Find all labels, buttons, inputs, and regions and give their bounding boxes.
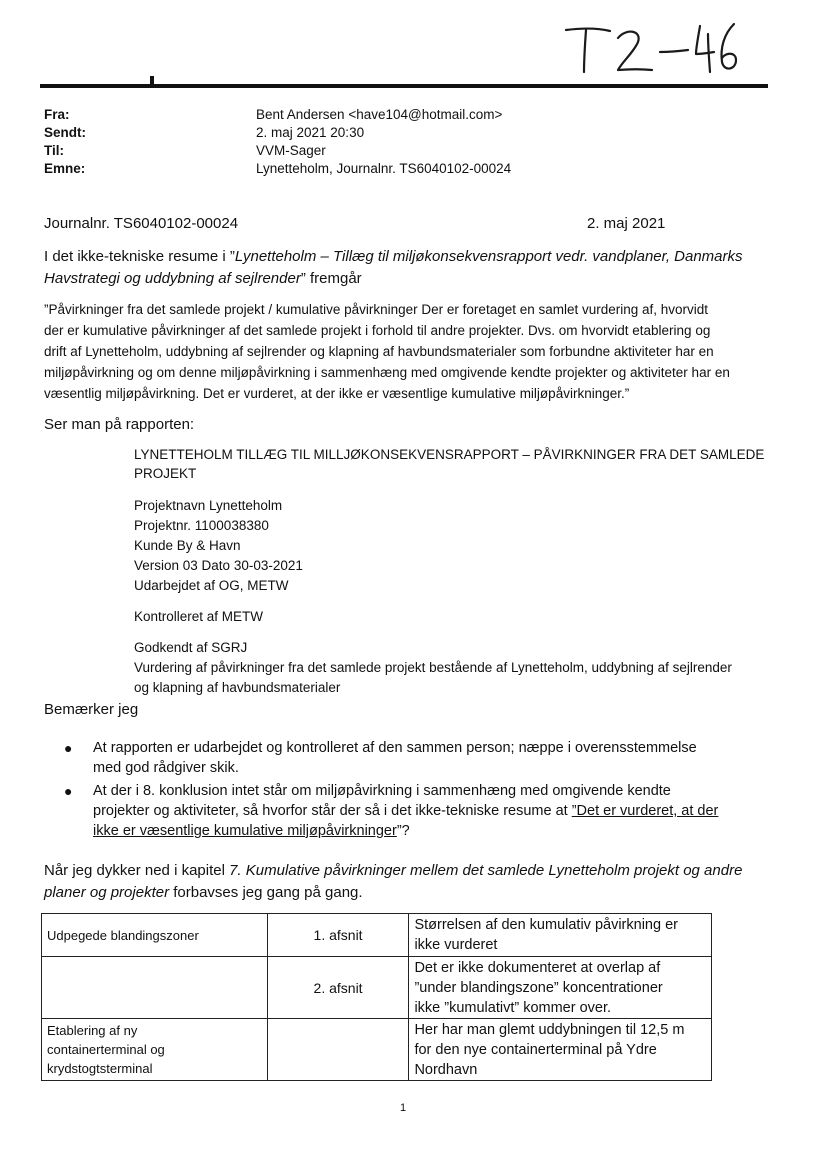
handwritten-annotation bbox=[548, 14, 738, 76]
quote-line: ”Påvirkninger fra det samlede projekt / kumulative påvirkninger Der er foretaget en samlet vurdering af, hvorvidt bbox=[44, 302, 709, 317]
intro-title-cont: Havstrategi og uddybning af sejlrender bbox=[44, 270, 301, 287]
table-row bbox=[42, 957, 712, 1019]
cell-line: ikke vurderet bbox=[414, 937, 498, 953]
header-rule bbox=[40, 84, 768, 88]
cell-line: Etablering af ny bbox=[47, 1023, 138, 1038]
quote-line: væsentlig miljøpåvirkning. Det er vurderet, at der ikke er væsentlige kumulative miljøpåvirkninger.” bbox=[44, 386, 630, 401]
quote-line: der er kumulative påvirkninger af det samlede projekt i forhold til andre projekter. Dvs. om hvorvidt etablering og bbox=[44, 323, 711, 338]
version: Version 03 Dato 30-03-2021 bbox=[134, 558, 303, 573]
sent-label: Sendt: bbox=[44, 125, 86, 140]
table-cell bbox=[42, 957, 268, 1019]
subject-value: Lynetteholm, Journalnr. TS6040102-00024 bbox=[256, 161, 512, 176]
project-name: Projektnavn Lynetteholm bbox=[134, 498, 283, 513]
chapter-line-2 bbox=[44, 884, 363, 901]
report-intro: Ser man på rapporten: bbox=[44, 416, 195, 433]
intro-title: Lynetteholm – Tillæg til miljøkonsekvensrapport vedr. vandplaner, Danmarks bbox=[234, 248, 743, 265]
findings-table bbox=[41, 913, 712, 1081]
remarks-title: Bemærker jeg bbox=[44, 701, 139, 718]
bullet-line bbox=[93, 822, 410, 842]
cell-line: Nordhavn bbox=[414, 1062, 478, 1078]
report-title-cont: PROJEKT bbox=[134, 466, 197, 481]
chapter-title-cont: planer og projekter bbox=[44, 884, 170, 901]
to-value: VVM-Sager bbox=[256, 143, 326, 158]
subject-label: Emne: bbox=[44, 161, 86, 176]
table-cell bbox=[42, 1019, 268, 1081]
table-cell bbox=[409, 1019, 712, 1081]
controlled-by: Kontrolleret af METW bbox=[134, 609, 264, 624]
prepared-by: Udarbejdet af OG, METW bbox=[134, 578, 289, 593]
bullet-line: med god rådgiver skik. bbox=[93, 760, 239, 776]
cell-line: ”under blandingszone” koncentrationer bbox=[414, 980, 663, 996]
table-cell bbox=[409, 914, 712, 957]
chapter-text-end: forbavses jeg gang på gang. bbox=[169, 884, 363, 901]
page-number: 1 bbox=[400, 1102, 407, 1114]
bullet-line bbox=[93, 802, 718, 822]
project-number: Projektnr. 1100038380 bbox=[134, 518, 269, 533]
client: Kunde By & Havn bbox=[134, 538, 241, 553]
cell-line: ikke ”kumulativt” kommer over. bbox=[414, 1000, 612, 1016]
quote-line: miljøpåvirkning og om denne miljøpåvirkning i sammenhæng med omgivende kendte projekter og aktiviteter har en bbox=[44, 365, 730, 380]
intro-text-end: ” fremgår bbox=[300, 270, 362, 287]
table-cell: 2. afsnit bbox=[267, 957, 409, 1019]
table-row bbox=[42, 914, 712, 957]
table-cell: Udpegede blandingszoner bbox=[42, 914, 268, 957]
letter-date: 2. maj 2021 bbox=[587, 215, 666, 232]
journal-number: Journalnr. TS6040102-00024 bbox=[44, 215, 239, 232]
underlined-quote-cont: ikke er væsentlige kumulative miljøpåvirkninger bbox=[93, 823, 397, 839]
bullet-icon: ● bbox=[64, 740, 73, 756]
to-label: Til: bbox=[44, 143, 64, 158]
cell-line: Størrelsen af den kumulativ påvirkning er bbox=[414, 917, 678, 933]
cell-line: Det er ikke dokumenteret at overlap af bbox=[414, 960, 661, 976]
approved-by: Godkendt af SGRJ bbox=[134, 640, 248, 655]
from-label: Fra: bbox=[44, 107, 70, 122]
handwritten-mark bbox=[548, 14, 738, 76]
bullet-icon: ● bbox=[64, 783, 73, 799]
bullet-text-end: ”? bbox=[396, 823, 410, 839]
cell-line: containerterminal og bbox=[47, 1042, 165, 1057]
bullet-line: At rapporten er udarbejdet og kontrolleret af den sammen person; næppe i overensstemmelse bbox=[93, 740, 697, 756]
intro-text: I det ikke-tekniske resume i ” bbox=[44, 248, 235, 265]
underlined-quote: ”Det er vurderet, at der bbox=[571, 803, 719, 819]
bullet-line: At der i 8. konklusion intet står om miljøpåvirkning i sammenhæng med omgivende kendte bbox=[93, 783, 671, 799]
chapter-text: Når jeg dykker ned i kapitel bbox=[44, 862, 230, 879]
cell-line: krydstogtsterminal bbox=[47, 1061, 153, 1076]
report-title: LYNETTEHOLM TILLÆG TIL MILLJØKONSEKVENSRAPPORT – PÅVIRKNINGER FRA DET SAMLEDE bbox=[134, 447, 765, 462]
from-value: Bent Andersen <have104@hotmail.com> bbox=[256, 107, 503, 122]
cell-line: Her har man glemt uddybningen til 12,5 m bbox=[414, 1022, 685, 1038]
table-cell bbox=[409, 957, 712, 1019]
intro-line-2 bbox=[44, 270, 362, 287]
chapter-line-1 bbox=[44, 862, 742, 879]
table-cell bbox=[267, 1019, 409, 1081]
table-row bbox=[42, 1019, 712, 1081]
chapter-title: 7. Kumulative påvirkninger mellem det samlede Lynetteholm projekt og andre bbox=[229, 862, 743, 879]
cell-line: for den nye containerterminal på Ydre bbox=[414, 1042, 657, 1058]
assessment-line: Vurdering af påvirkninger fra det samlede projekt bestående af Lynetteholm, uddybning af sejlrender bbox=[134, 660, 732, 675]
assessment-line-cont: og klapning af havbundsmaterialer bbox=[134, 680, 341, 695]
intro-line-1 bbox=[44, 248, 743, 265]
table-cell: 1. afsnit bbox=[267, 914, 409, 957]
sent-value: 2. maj 2021 20:30 bbox=[256, 125, 365, 140]
quote-line: drift af Lynetteholm, uddybning af sejlrender og klapning af havbundsmaterialer som forbundne aktiviteter har en bbox=[44, 344, 714, 359]
bullet-text: projekter og aktiviteter, så hvorfor står der så i det ikke-tekniske resume at bbox=[93, 803, 572, 819]
